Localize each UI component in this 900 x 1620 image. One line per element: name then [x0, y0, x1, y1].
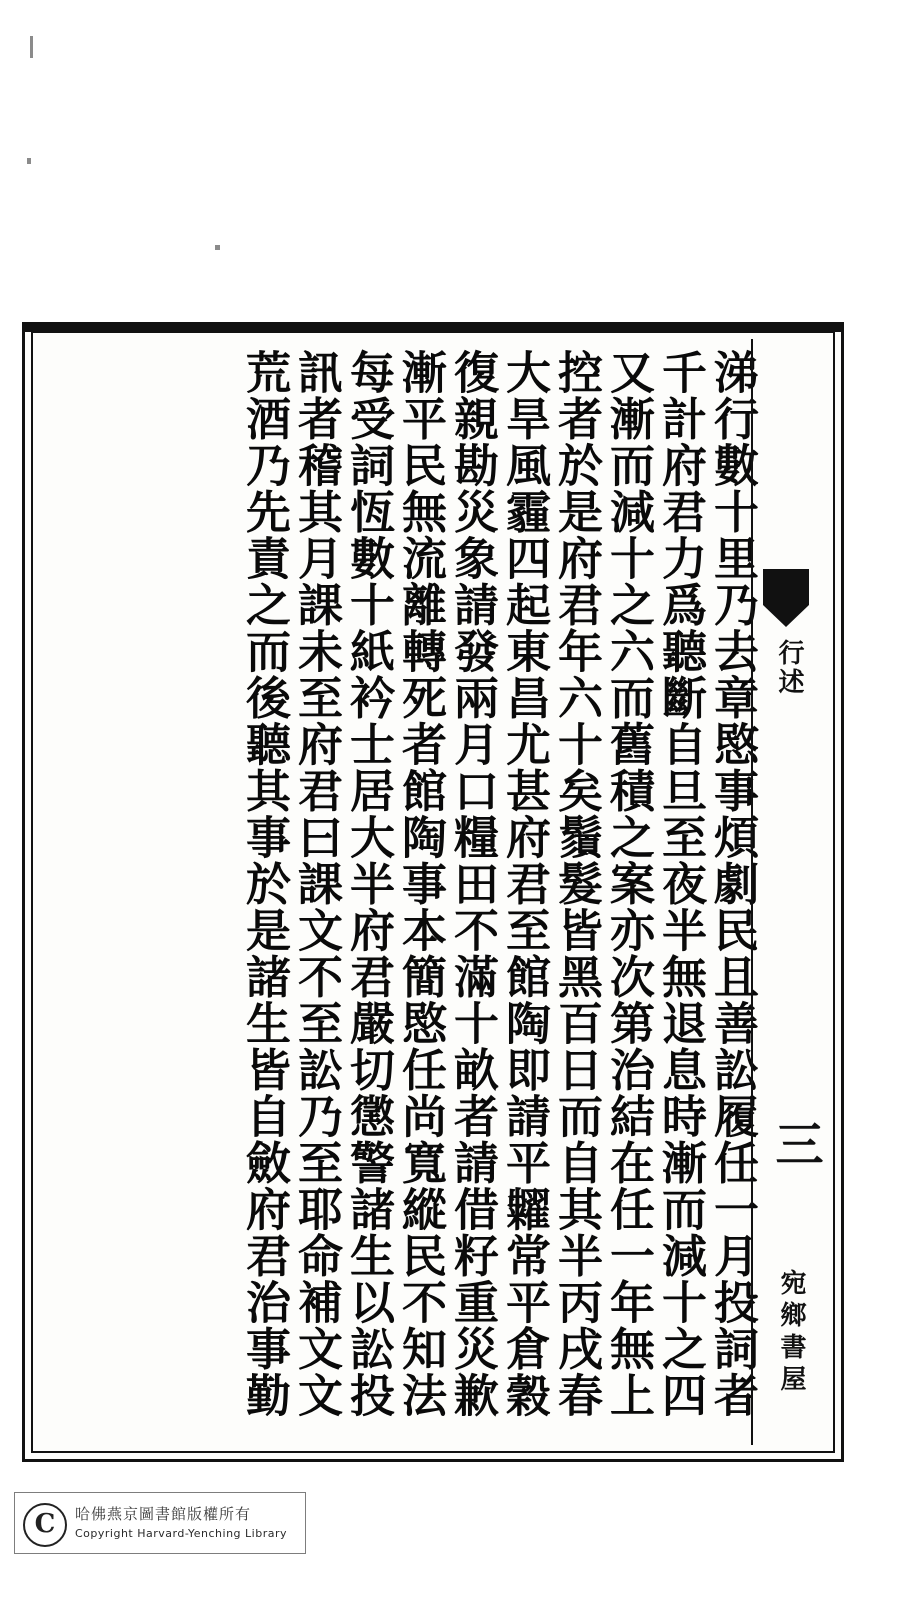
scan-speckle — [27, 158, 31, 164]
spine-title: 行述 — [774, 639, 804, 697]
stamp-cjk-text: 哈佛燕京圖書館版權所有 — [75, 1505, 252, 1523]
text-column: 每受詞恆數十紙衿士居大半府君嚴切懲警諸生以訟投 — [342, 349, 395, 1419]
text-column: 荒酒乃先責之而後聽其事於是諸生皆自斂府君治事勤 — [238, 349, 291, 1419]
scan-speckle — [215, 245, 220, 250]
text-column: 訊者稽其月課未至府君曰課文不至訟乃至耶命補文文 — [290, 349, 343, 1419]
copyright-icon: C — [23, 1503, 67, 1547]
page-spine-strip — [751, 339, 827, 1445]
vertical-text-block — [53, 349, 759, 1439]
text-column: 千計府君力爲聽斷自旦至夜半無退息時漸而減十之四 — [654, 349, 707, 1419]
woodblock-page-frame — [22, 322, 844, 1462]
fish-tail-ornament-icon — [763, 569, 809, 627]
scan-speckle — [30, 36, 33, 58]
text-column: 涕行數十里乃去章愍事煩劇民且善訟履任一月投詞者 — [706, 349, 759, 1419]
page-number: 三 — [767, 1119, 823, 1167]
library-copyright-stamp — [14, 1492, 306, 1554]
text-column: 大旱風霾四起東昌尤甚府君至館陶即請平糶常平倉穀 — [498, 349, 551, 1419]
text-column: 漸平民無流離轉死者館陶事本簡愍任尚寬縱民不知法 — [394, 349, 447, 1419]
stamp-english-text: Copyright Harvard-Yenching Library — [75, 1527, 287, 1540]
text-column: 又漸而減十之六而舊積之案亦次第治結在任一年無上 — [602, 349, 655, 1419]
spine-inner — [753, 339, 827, 1445]
text-column: 復親勘災象請發兩月口糧田不滿十畝者請借籽重災歉 — [446, 349, 499, 1419]
text-column: 控者於是府君年六十矣鬚髮皆黑百日而自其半丙戌春 — [550, 349, 603, 1419]
publisher-imprint: 宛鄉書屋 — [776, 1269, 806, 1397]
